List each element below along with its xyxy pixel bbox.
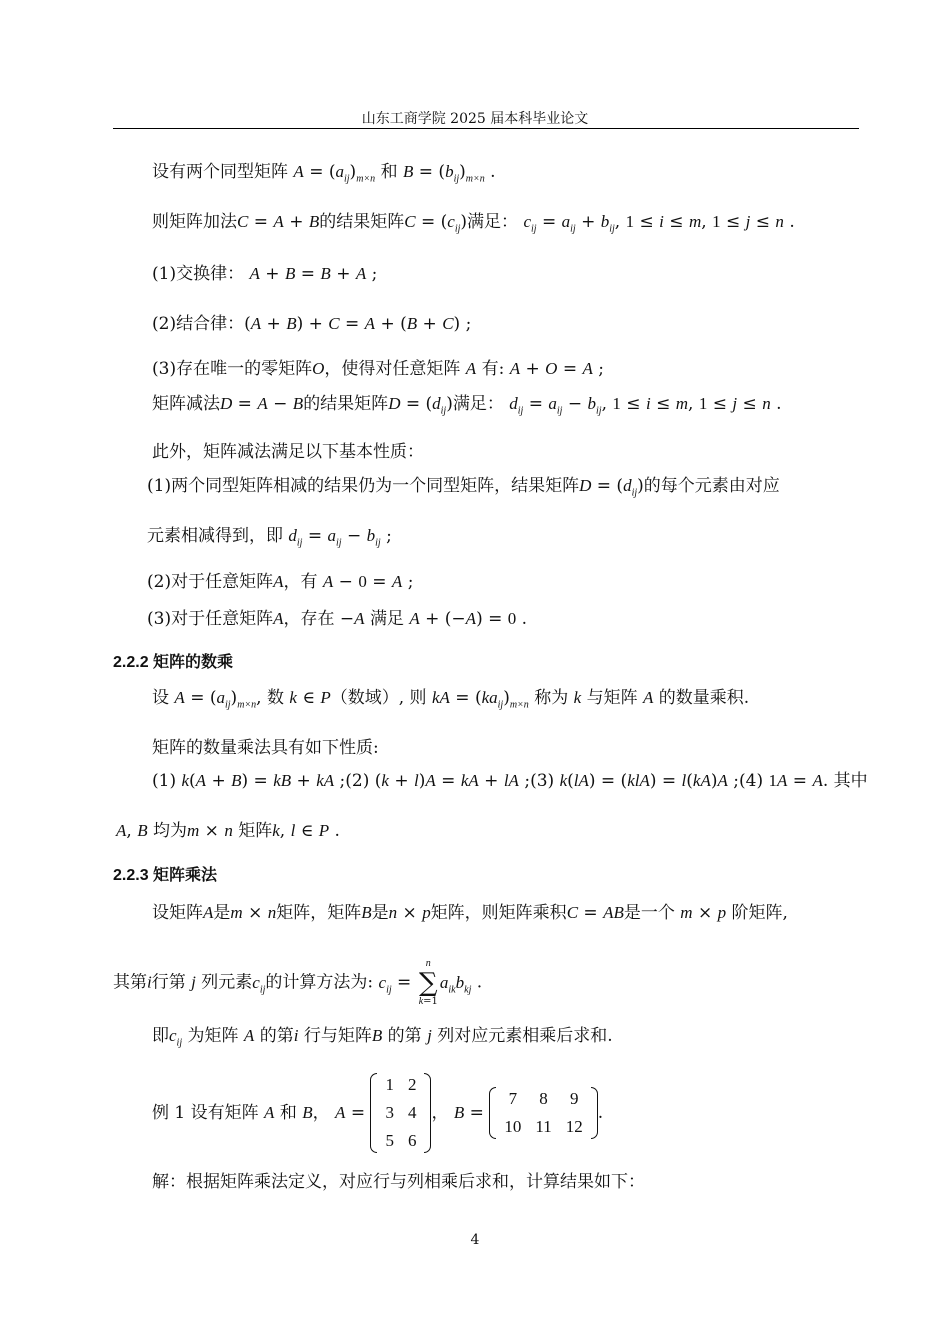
scalar-mult-props: (1) k(A + B) = kB + kA ;(2) (k + l)A = kA + lA ;(3) k(lA) = (klA) = l(kA)A ;(4) 1A = A. 其中 [152,771,868,791]
zero-matrix-law: (3)存在唯一的零矩阵O，使得对任意矩阵 A 有: A + O = A ; [152,359,605,379]
matrix-mult-def: 设矩阵A是m × n矩阵，矩阵B是n × p矩阵，则矩阵乘积C = AB是一个 m × p 阶矩阵, [152,903,788,923]
commutative-law: (1)交换律： A + B = B + A ; [152,264,378,284]
section-heading-2-2-3: 2.2.3 矩阵乘法 [113,867,218,884]
subtraction-def-line: 矩阵减法D = A − B的结果矩阵$D = (d_{ij})$满足： $d_{ij} = a_{ij} - b_{ij}$, 1 ≤ i ≤ m, 1 ≤ j ≤ n . [152,394,782,417]
subtraction-prop1-cont: 元素相减得到，即 $d_{ij} = a_{ij} - b_{ij}$ ; [147,526,392,549]
section-heading-2-2-2: 2.2.2 矩阵的数乘 [113,654,234,671]
scalar-mult-def: 设 $A = (a_{ij})_{m\times n}$, 数 k ∈ P（数域）, 则 kA = $(ka_{ij})_{m\times n}$ 称为 k 与矩阵 A 的数量乘积. [152,688,750,711]
subtraction-prop1: (1)两个同型矩阵相减的结果仍为一个同型矩阵，结果矩阵$D = (d_{ij})$的每个元素由对应 [147,476,780,499]
header-rule [113,128,859,129]
associative-law: (2)结合律：(A + B) + C = A + (B + C) ; [152,314,472,334]
running-header: 山东工商学院 2025 届本科毕业论文 [361,111,589,127]
example-1: 例 1 设有矩阵 A 和 B ， A = 1 2 3 4 5 6 ， B = 7 8 9 10 11 12 . [152,1068,603,1158]
subtraction-prop2: (2)对于任意矩阵A，有 A − 0 = A ; [147,572,414,592]
scalar-mult-props-cont: A, B 均为m × n 矩阵k, l ∈ P . [116,821,340,841]
page-number: 4 [470,1232,480,1248]
matrix-mult-formula: 其第i行第 j 列元素$c_{ij}$的计算方法为: $c_{ij}$ = n ∑ k=1 $a_{ik}b_{kj}$ . [113,958,483,1007]
addition-def-line: 设有两个同型矩阵 $A = (a_{ij})_{m\times n}$ 和 $B = (b_{ij})_{m\times n}$ . [152,162,496,185]
subtraction-prop3: (3)对于任意矩阵A，存在 −A 满足 A + (−A) = 0 . [147,609,528,629]
matrix-b: 7 8 9 10 11 12 [489,1085,597,1141]
matrix-a: 1 2 3 4 5 6 [370,1071,431,1155]
addition-result-line: 则矩阵加法C = A + B的结果矩阵$C = (c_{ij})$满足： $c_{ij} = a_{ij} + b_{ij}$, 1 ≤ i ≤ m, 1 ≤ j ≤ n . [152,212,795,235]
matrix-mult-explain: 即$c_{ij}$ 为矩阵 A 的第i 行与矩阵B 的第 j 列对应元素相乘后求和. [152,1026,613,1049]
subtraction-intro: 此外，矩阵减法满足以下基本性质： [152,442,424,462]
solution-line: 解：根据矩阵乘法定义，对应行与列相乘后求和，计算结果如下： [152,1172,645,1192]
scalar-mult-props-intro: 矩阵的数量乘法具有如下性质: [152,738,379,758]
